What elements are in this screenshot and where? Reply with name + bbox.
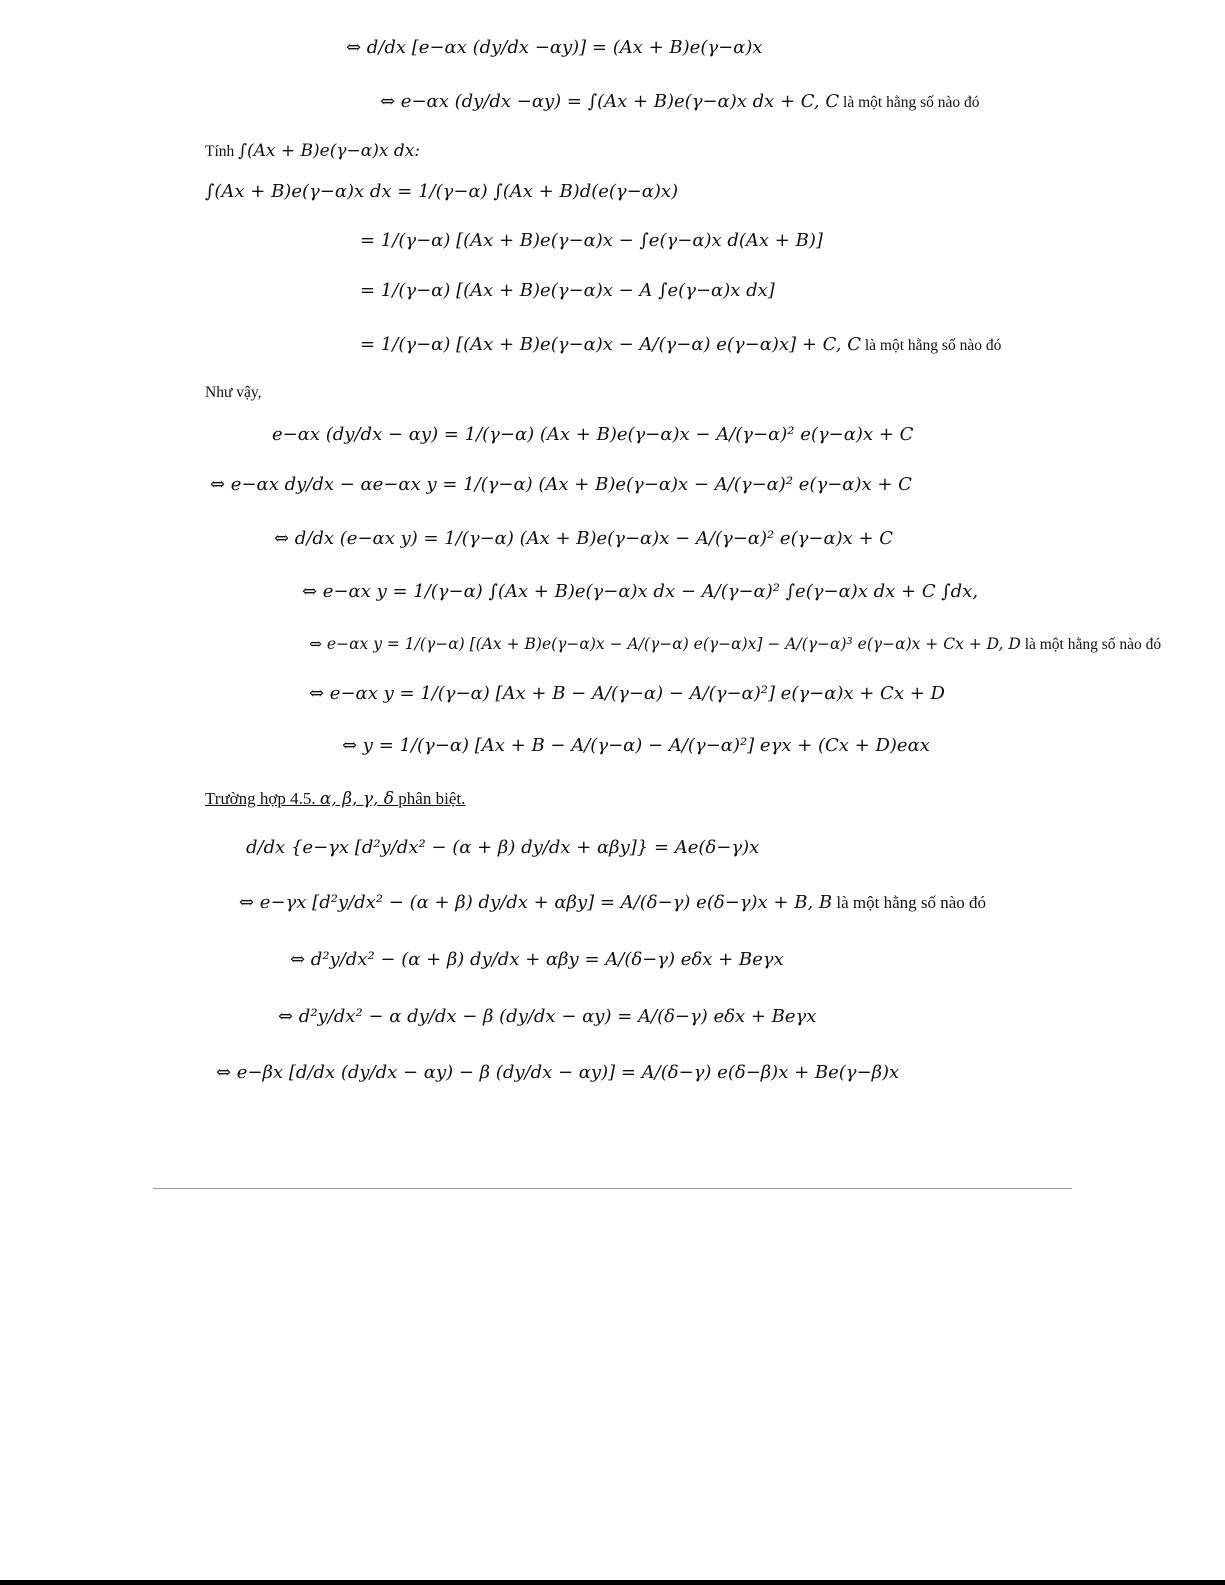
equation-15-math: ⇔ e−γx [d²y/dx² − (α + β) dy/dx + αβy] = A/(δ−γ) e(δ−γ)x + B, B: [239, 892, 833, 913]
equation-11-note: là một hằng số nào đó: [1020, 636, 1162, 653]
equation-4: [360, 229, 823, 253]
equation-13: [342, 734, 930, 758]
equation-15-note: là một hằng số nào đó: [832, 893, 987, 912]
equation-9-math: ⇔ d/dx (e−αx y) = 1/(γ−α) (Ax + B)e(γ−α)x − A/(γ−α)² e(γ−α)x + C: [274, 528, 894, 549]
equation-10: [302, 580, 978, 604]
equation-13-math: ⇔ y = 1/(γ−α) [Ax + B − A/(γ−α) − A/(γ−α)²] eγx + (Cx + D)eαx: [342, 735, 930, 756]
equation-14-math: d/dx {e−γx [d²y/dx² − (α + β) dy/dx + αβy]} = Ae(δ−γ)x: [246, 837, 760, 858]
nhu-vay-line: [205, 382, 261, 404]
equation-18-math: ⇔ e−βx [d/dx (dy/dx − αy) − β (dy/dx − αy)] = A/(δ−γ) e(δ−β)x + Be(γ−β)x: [216, 1062, 900, 1083]
nhu-vay-text: Như vậy,: [205, 384, 262, 401]
case-heading-suffix: phân biệt.: [394, 789, 466, 808]
equation-5: [360, 279, 775, 303]
equation-6-math: = 1/(γ−α) [(Ax + B)e(γ−α)x − A/(γ−α) e(γ−α)x] + C, C: [360, 334, 861, 355]
equation-7-math: e−αx (dy/dx − αy) = 1/(γ−α) (Ax + B)e(γ−α)x − A/(γ−α)² e(γ−α)x + C: [272, 424, 914, 445]
equation-16: [290, 948, 784, 972]
equation-12-math: ⇔ e−αx y = 1/(γ−α) [Ax + B − A/(γ−α) − A/(γ−α)²] e(γ−α)x + Cx + D: [309, 683, 945, 704]
tinh-label: Tính: [205, 143, 239, 160]
equation-6: [360, 333, 1001, 358]
equation-2: [380, 90, 979, 115]
equation-3: [205, 180, 678, 204]
equation-8-math: ⇔ e−αx dy/dx − αe−αx y = 1/(γ−α) (Ax + B)e(γ−α)x − A/(γ−α)² e(γ−α)x + C: [210, 474, 912, 495]
equation-12: [309, 682, 945, 706]
equation-17-math: ⇔ d²y/dx² − α dy/dx − β (dy/dx − αy) = A/(δ−γ) eδx + Beγx: [278, 1006, 817, 1027]
equation-17: [278, 1005, 816, 1029]
equation-18: [216, 1061, 899, 1085]
equation-1: [346, 36, 763, 60]
page-bottom-edge: [0, 1580, 1225, 1585]
equation-5-math: = 1/(γ−α) [(Ax + B)e(γ−α)x − A ∫e(γ−α)x dx]: [360, 280, 775, 301]
case-heading: [205, 788, 465, 810]
equation-2-math: ⇔ e−αx (dy/dx −αy) = ∫(Ax + B)e(γ−α)x dx + C, C: [380, 91, 840, 112]
equation-8: [210, 473, 912, 497]
equation-1-math: ⇔ d/dx [e−αx (dy/dx −αy)] = (Ax + B)e(γ−α)x: [346, 37, 763, 58]
equation-10-math: ⇔ e−αx y = 1/(γ−α) ∫(Ax + B)e(γ−α)x dx − A/(γ−α)² ∫e(γ−α)x dx + C ∫dx,: [302, 581, 979, 602]
tinh-integral: ∫(Ax + B)e(γ−α)x dx:: [238, 141, 421, 161]
equation-7: [272, 423, 913, 447]
equation-11-math: ⇔ e−αx y = 1/(γ−α) [(Ax + B)e(γ−α)x − A/(γ−α) e(γ−α)x] − A/(γ−α)³ e(γ−α)x + Cx + D, D: [309, 635, 1021, 653]
equation-15: [239, 891, 986, 915]
case-heading-math: α, β, γ, δ: [319, 789, 395, 809]
equation-9: [274, 527, 893, 551]
equation-11: [309, 632, 1161, 657]
equation-3-math: ∫(Ax + B)e(γ−α)x dx = 1/(γ−α) ∫(Ax + B)d(e(γ−α)x): [205, 181, 679, 202]
equation-4-math: = 1/(γ−α) [(Ax + B)e(γ−α)x − ∫e(γ−α)x d(Ax + B)]: [360, 230, 823, 251]
equation-14: [246, 836, 759, 860]
equation-6-note: là một hằng số nào đó: [861, 337, 1002, 354]
case-heading-prefix: Trường hợp 4.5.: [205, 789, 320, 808]
equation-16-math: ⇔ d²y/dx² − (α + β) dy/dx + αβy = A/(δ−γ) eδx + Beγx: [290, 949, 784, 970]
tinh-line: [205, 140, 420, 163]
equation-2-note: là một hằng số nào đó: [839, 94, 980, 111]
page-divider: [153, 1188, 1072, 1189]
